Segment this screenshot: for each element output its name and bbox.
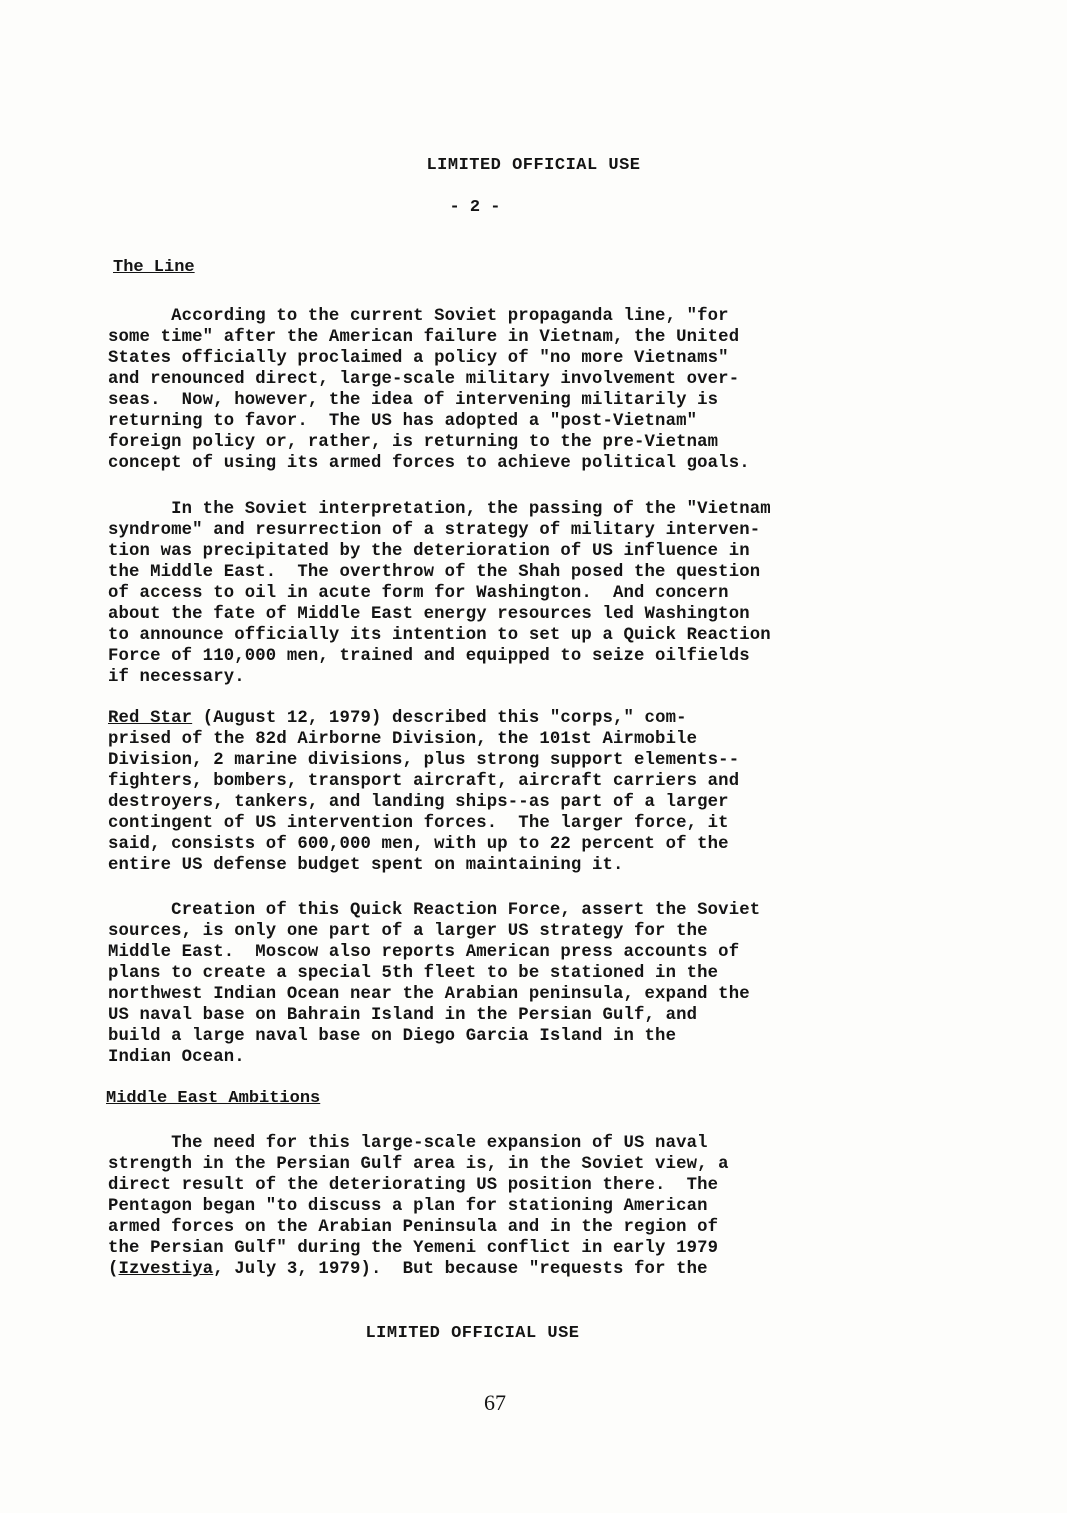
red-star-citation: Red Star <box>108 709 193 728</box>
paragraph-5 <box>108 1133 918 1280</box>
page-number: 67 <box>484 1390 506 1415</box>
paragraph-1: According to the current Soviet propaganda line, "for some time" after the American failure in Vietnam, the United States officially proclaimed a policy of "no more Vietnams" and renounced direct, large-scale military involvement over- seas. Now, however, the idea of intervening militarily is returning to favor. The US has adopted a "post-Vietnam" foreign policy or, rather, is returning to the pre-Vietnam concept of using its armed forces to achieve political goals. <box>108 307 750 473</box>
paragraph-3 <box>108 708 918 876</box>
izvestiya-citation: Izvestiya <box>118 1260 214 1279</box>
paragraph-3-body: (August 12, 1979) described this "corps," com- prised of the 82d Airborne Division, the 101st Airmobile Division, 2 marine divisions, plus strong support elements-- fighters, bombers, transport aircraft, aircraft carriers and destroyers, tankers, and landing ships--as part of a larger contingent of US intervention forces. The larger force, it said, consists of 600,000 men, with up to 22 percent of the entire US defense budget spent on maintaining it. <box>108 709 740 875</box>
classification-header: LIMITED OFFICIAL USE <box>426 156 641 175</box>
classification-footer: LIMITED OFFICIAL USE <box>365 1324 580 1343</box>
section-heading-middle-east-ambitions: Middle East Ambitions <box>106 1089 321 1108</box>
section-heading-the-line: The Line <box>113 258 195 277</box>
paragraph-5-body: The need for this large-scale expansion of US naval strength in the Persian Gulf area is, in the Soviet view, a direct result of the deteriorating US position there. The Pentagon began "to discuss a plan for stationing American armed forces on the Arabian Peninsula and in the region of the Persian Gulf" during the Yemeni conflict in early 1979 ( <box>108 1134 729 1279</box>
paragraph-4: Creation of this Quick Reaction Force, assert the Soviet sources, is only one part of a larger US strategy for the Middle East. Moscow also reports American press accounts of plans to create a special 5th fleet to be stationed in the northwest Indian Ocean near the Arabian peninsula, expand the US naval base on Bahrain Island in the Persian Gulf, and build a large naval base on Diego Garcia Island in the Indian Ocean. <box>108 901 761 1067</box>
page-marker: - 2 - <box>449 198 501 217</box>
paragraph-2: In the Soviet interpretation, the passing of the "Vietnam syndrome" and resurrection of a strategy of military interven- tion was precipitated by the deterioration of US influence in the Middle East. The overthrow of the Shah posed the question of access to oil in acute form for Washington. And concern about the fate of Middle East energy resources led Washington to announce officially its intention to set up a Quick Reaction Force of 110,000 men, trained and equipped to seize oilfields if necessary. <box>108 500 771 687</box>
paragraph-5-tail: , July 3, 1979). But because "requests for the <box>213 1260 708 1279</box>
